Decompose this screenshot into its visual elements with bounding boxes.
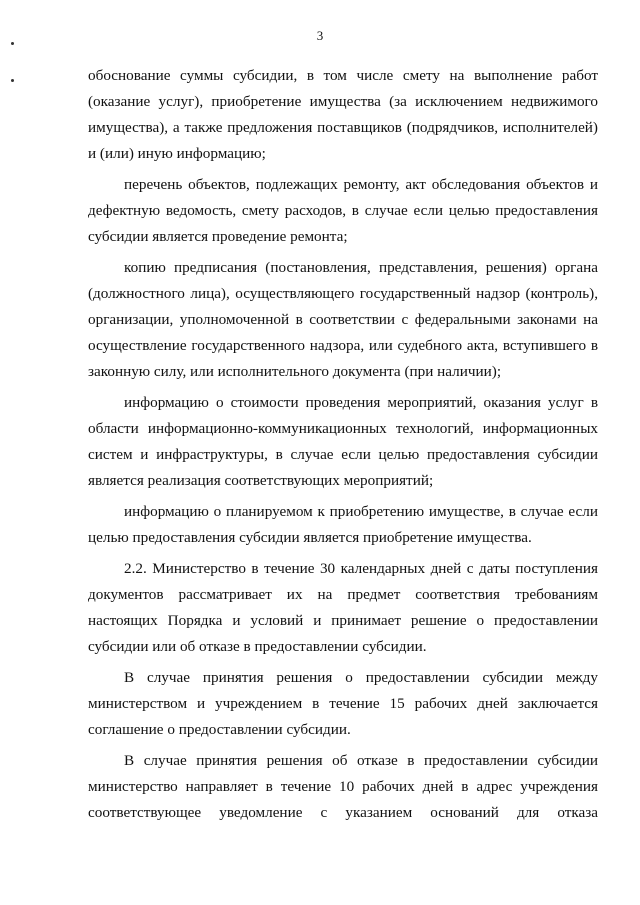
paragraph: В случае принятия решения об отказе в предоставлении субсидии министерство направляет в течение 10 рабочих дней в адрес учреждения соответствующее уведомление с указанием оснований для отказа [88,752,598,821]
paragraph: В случае принятия решения о предоставлении субсидии между министерством и учреждением в течение 15 рабочих дней заключается соглашение о предоставлении субсидии. [88,669,598,738]
margin-dot [11,42,14,45]
page-number: 3 [316,28,324,43]
margin-dot [11,79,14,82]
document-body [88,63,598,831]
paragraph: 2.2. Министерство в течение 30 календарных дней с даты поступления документов рассматривает их на предмет соответствия требованиям настоящих Порядка и условий и принимает решение о предоставлении субсидии или об отказе в предоставлении субсидии. [88,560,598,655]
paragraph: обоснование суммы субсидии, в том числе смету на выполнение работ (оказание услуг), приобретение имущества (за исключением недвижимого имущества), а также предложения поставщиков (подрядчиков, исполнителей) и (или) иную информацию; [88,67,598,162]
paragraph: копию предписания (постановления, представления, решения) органа (должностного лица), осуществляющего государственный надзор (контроль), организации, уполномоченной в соответствии с федеральными законами на осуществление государственного надзора, или судебного акта, вступившего в законную силу, или исполнительного документа (при наличии); [88,259,598,380]
paragraph: информацию о планируемом к приобретению имуществе, в случае если целью предоставления субсидии является приобретение имущества. [88,503,598,546]
paragraph: информацию о стоимости проведения мероприятий, оказания услуг в области информационно-коммуникационных технологий, информационных систем и инфраструктуры, в случае если целью предоставления субсидии является реализация соответствующих мероприятий; [88,394,598,489]
paragraph: перечень объектов, подлежащих ремонту, акт обследования объектов и дефектную ведомость, смету расходов, в случае если целью предоставления субсидии является проведение ремонта; [88,176,598,245]
